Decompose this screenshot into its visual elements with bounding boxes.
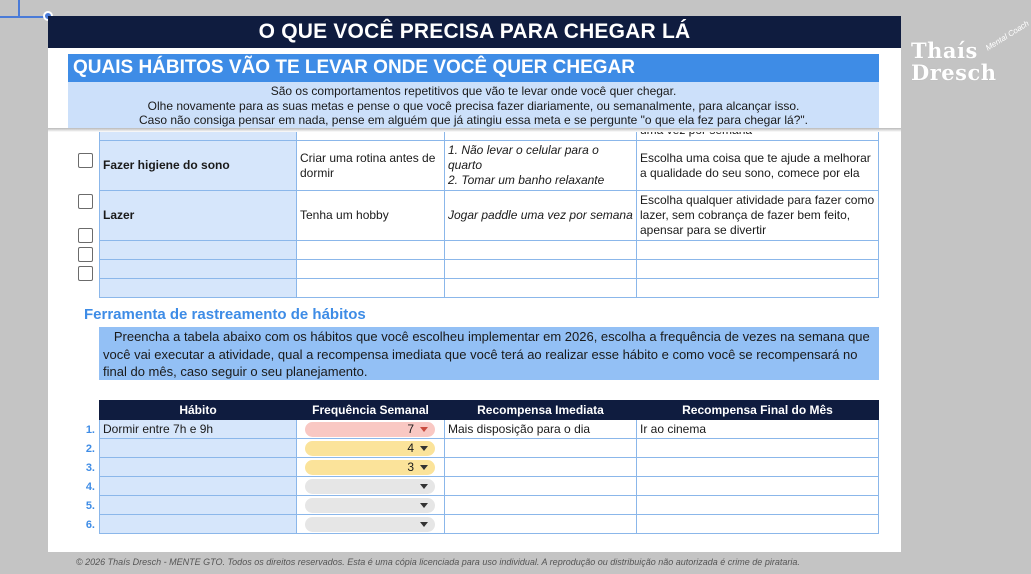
table-row bbox=[100, 420, 879, 439]
row-number: 6. bbox=[85, 519, 95, 531]
step-text: 2. Tomar um banho relaxante bbox=[448, 173, 605, 187]
habit-checkbox[interactable] bbox=[78, 247, 93, 262]
habit-cell[interactable] bbox=[100, 496, 297, 515]
frequency-cell[interactable] bbox=[297, 420, 445, 439]
page-title: O QUE VOCÊ PRECISA PARA CHEGAR LÁ bbox=[48, 16, 901, 48]
habit-cell[interactable] bbox=[100, 477, 297, 496]
immediate-reward-cell[interactable] bbox=[445, 477, 637, 496]
tracking-description bbox=[99, 327, 879, 380]
steps-cell[interactable] bbox=[445, 141, 637, 191]
final-reward-cell[interactable] bbox=[637, 477, 879, 496]
dropdown-arrow-icon bbox=[420, 427, 428, 432]
tip-cell[interactable]: Escolha qualquer atividade para fazer como lazer, sem cobrança de fazer bem feito, apensar para se divertir bbox=[637, 191, 879, 241]
final-reward-cell[interactable] bbox=[637, 496, 879, 515]
habit-checkbox[interactable] bbox=[78, 194, 93, 209]
frequency-dropdown[interactable] bbox=[305, 498, 435, 513]
habit-checkbox[interactable] bbox=[78, 228, 93, 243]
table-row bbox=[100, 141, 879, 191]
column-header-immediate-reward: Recompensa Imediata bbox=[445, 401, 637, 420]
tip-cell[interactable]: Escolha uma coisa que te ajude a melhorar a qualidade do seu sono, comece por ela bbox=[637, 141, 879, 191]
immediate-reward-cell[interactable] bbox=[445, 496, 637, 515]
frequency-dropdown[interactable] bbox=[305, 460, 435, 475]
table-row bbox=[100, 496, 879, 515]
habits-table bbox=[99, 120, 879, 298]
tracking-section-title: Ferramenta de rastreamento de hábitos bbox=[84, 306, 366, 323]
final-reward-cell[interactable] bbox=[637, 439, 879, 458]
habit-checkbox[interactable] bbox=[78, 153, 93, 168]
frequency-value: 3 bbox=[407, 460, 414, 474]
intro-line: São os comportamentos repetitivos que vão te levar onde você quer chegar. bbox=[270, 84, 677, 98]
action-cell[interactable] bbox=[297, 260, 445, 279]
frequency-cell[interactable] bbox=[297, 477, 445, 496]
logo-line-1: Thaís bbox=[911, 38, 978, 63]
row-number: 1. bbox=[85, 424, 95, 436]
step-text: 1. Não levar o celular para o quarto bbox=[448, 143, 599, 172]
dropdown-arrow-icon bbox=[420, 522, 428, 527]
dropdown-arrow-icon bbox=[420, 484, 428, 489]
frequency-cell[interactable] bbox=[297, 515, 445, 534]
intro-line: Caso não consiga pensar em nada, pense em alguém que já atingiu essa meta e se pergunte "o que ela fez para chegar lá?". bbox=[139, 113, 808, 127]
column-header-final-reward: Recompensa Final do Mês bbox=[637, 401, 879, 420]
logo-line-2: Dresch bbox=[911, 60, 997, 85]
tip-cell[interactable] bbox=[637, 241, 879, 260]
immediate-reward-cell[interactable] bbox=[445, 439, 637, 458]
frequency-cell[interactable] bbox=[297, 496, 445, 515]
tracking-table bbox=[99, 400, 879, 534]
habit-cell[interactable] bbox=[100, 260, 297, 279]
final-reward-cell[interactable] bbox=[637, 515, 879, 534]
action-cell[interactable] bbox=[297, 241, 445, 260]
tracking-description-text: Preencha a tabela abaixo com os hábitos que você escolheu implementar em 2026, escolha a frequência de vezes na semana que você vai executar a atividade, qual a recompensa imediata que você terá ao realizar esse hábito e como você se recompensará no final do mês, caso seguir o seu planejamento. bbox=[103, 329, 870, 379]
steps-cell[interactable]: Jogar paddle uma vez por semana bbox=[445, 191, 637, 241]
tip-cell[interactable] bbox=[637, 260, 879, 279]
habits-section-title: QUAIS HÁBITOS VÃO TE LEVAR ONDE VOCÊ QUER CHEGAR bbox=[68, 54, 879, 82]
frequency-dropdown[interactable] bbox=[305, 479, 435, 494]
column-header-habit: Hábito bbox=[100, 401, 297, 420]
frequency-value: 7 bbox=[407, 422, 414, 436]
dropdown-arrow-icon bbox=[420, 465, 428, 470]
intro-line: Olhe novamente para as suas metas e pense o que você precisa fazer diariamente, ou semanalmente, para alcançar isso. bbox=[147, 98, 800, 113]
frequency-cell[interactable] bbox=[297, 458, 445, 477]
habit-cell[interactable] bbox=[100, 458, 297, 477]
steps-cell[interactable] bbox=[445, 279, 637, 298]
frozen-divider bbox=[48, 128, 901, 132]
action-cell[interactable] bbox=[297, 279, 445, 298]
habits-intro bbox=[68, 82, 879, 128]
frequency-dropdown[interactable] bbox=[305, 441, 435, 456]
habit-cell[interactable] bbox=[100, 279, 297, 298]
frequency-dropdown[interactable] bbox=[305, 517, 435, 532]
copyright-footer: © 2026 Thaís Dresch - MENTE GTO. Todos os direitos reservados. Esta é uma cópia licenciada para uso individual. A reprodução ou distribuição não autorizada é crime de pirataria. bbox=[76, 557, 800, 567]
steps-cell[interactable] bbox=[445, 241, 637, 260]
tip-cell[interactable] bbox=[637, 279, 879, 298]
dropdown-arrow-icon bbox=[420, 446, 428, 451]
action-cell[interactable]: Tenha um hobby bbox=[297, 191, 445, 241]
immediate-reward-cell[interactable] bbox=[445, 458, 637, 477]
immediate-reward-cell[interactable] bbox=[445, 515, 637, 534]
brand-logo bbox=[911, 18, 1031, 100]
table-row bbox=[100, 477, 879, 496]
table-row bbox=[100, 241, 879, 260]
immediate-reward-cell[interactable]: Mais disposição para o dia bbox=[445, 420, 637, 439]
selection-guide-line-vertical bbox=[18, 0, 20, 18]
logo-subtitle: Mental Coach bbox=[984, 18, 1031, 53]
table-row bbox=[100, 515, 879, 534]
dropdown-arrow-icon bbox=[420, 503, 428, 508]
column-header-frequency: Frequência Semanal bbox=[297, 401, 445, 420]
action-cell[interactable]: Criar uma rotina antes de dormir bbox=[297, 141, 445, 191]
selection-guide-line bbox=[0, 16, 48, 18]
habit-cell[interactable]: Fazer higiene do sono bbox=[100, 141, 297, 191]
habit-cell[interactable] bbox=[100, 241, 297, 260]
table-row bbox=[100, 458, 879, 477]
frequency-dropdown[interactable] bbox=[305, 422, 435, 437]
table-header-row bbox=[100, 401, 879, 420]
habit-cell[interactable] bbox=[100, 439, 297, 458]
habit-cell[interactable]: Dormir entre 7h e 9h bbox=[100, 420, 297, 439]
row-number: 4. bbox=[85, 481, 95, 493]
table-row bbox=[100, 191, 879, 241]
habit-cell[interactable]: Lazer bbox=[100, 191, 297, 241]
table-row bbox=[100, 260, 879, 279]
table-row bbox=[100, 439, 879, 458]
row-number: 3. bbox=[85, 462, 95, 474]
habit-cell[interactable] bbox=[100, 515, 297, 534]
frequency-cell[interactable] bbox=[297, 439, 445, 458]
final-reward-cell[interactable] bbox=[637, 458, 879, 477]
steps-cell[interactable] bbox=[445, 260, 637, 279]
final-reward-cell[interactable]: Ir ao cinema bbox=[637, 420, 879, 439]
habit-checkbox[interactable] bbox=[78, 266, 93, 281]
frequency-value: 4 bbox=[407, 441, 414, 455]
table-row bbox=[100, 279, 879, 298]
row-number: 2. bbox=[85, 443, 95, 455]
row-number: 5. bbox=[85, 500, 95, 512]
